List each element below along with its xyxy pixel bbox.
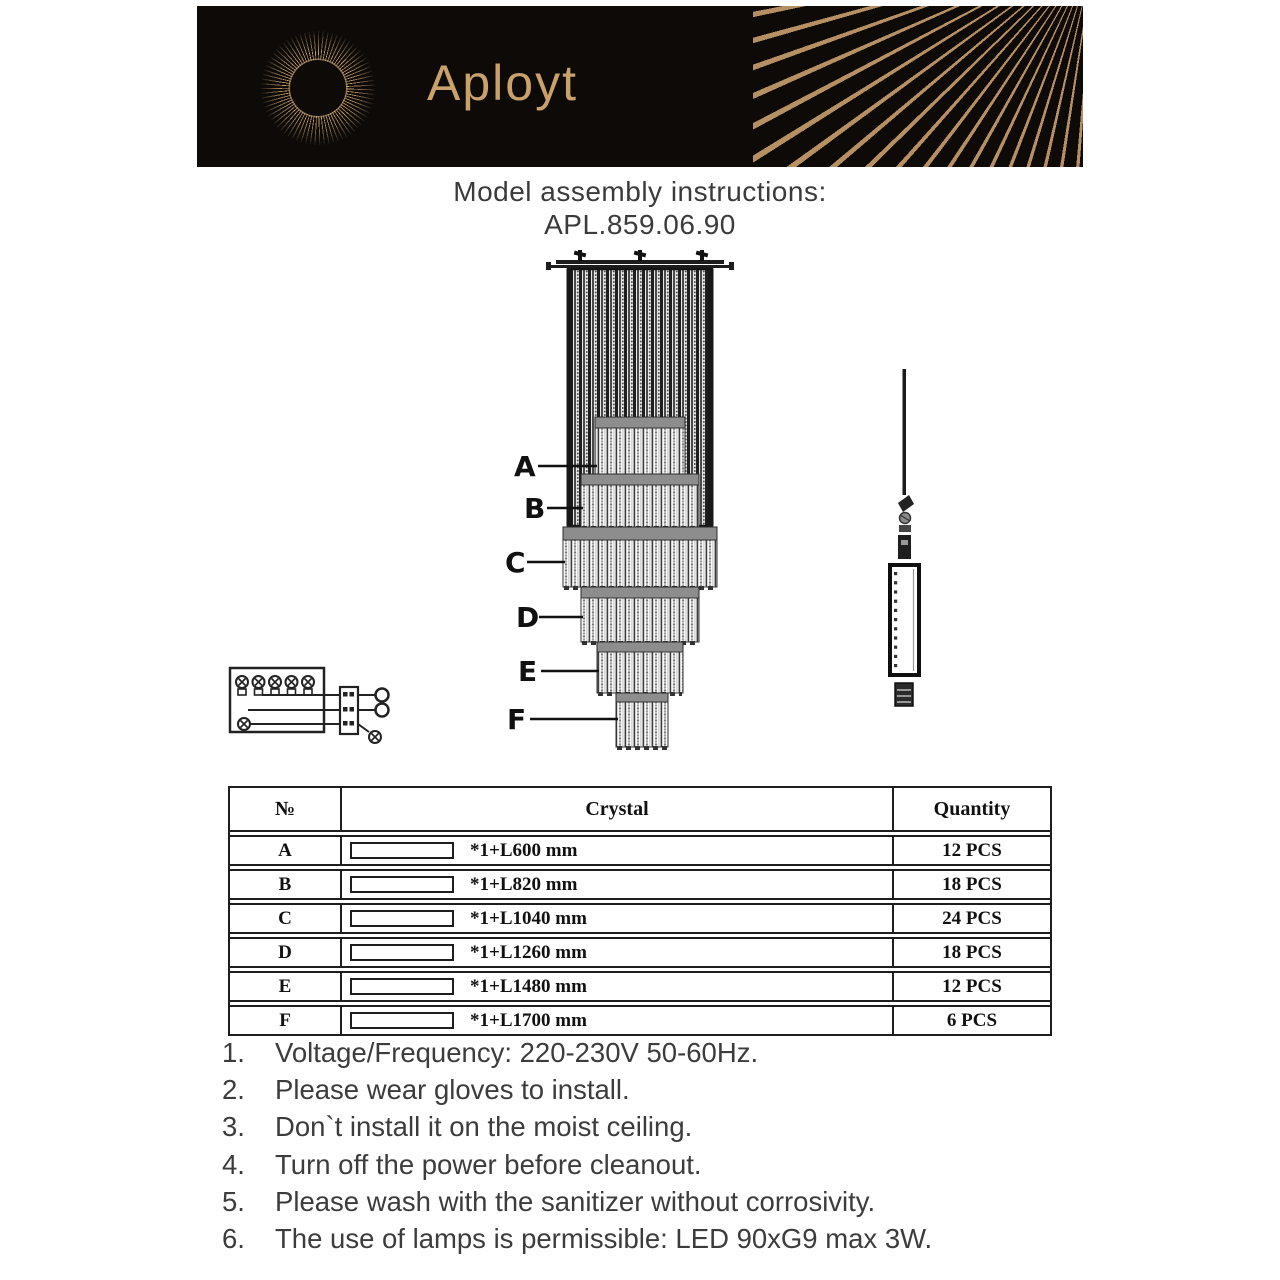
- canopy-bolt-icon: [574, 250, 587, 261]
- tier-f: [616, 693, 668, 748]
- wiring-diagram: [218, 655, 408, 767]
- tier-e: [597, 642, 683, 694]
- table-header-row: [230, 788, 1050, 832]
- instruction-line: [222, 1146, 1102, 1183]
- tier-d: [581, 587, 699, 643]
- row-quantity: 12 PCS: [942, 975, 1002, 997]
- table-row: [230, 1005, 1050, 1034]
- terminal-block: [340, 687, 358, 734]
- instruction-line: [222, 1108, 1102, 1145]
- instruction-line: [222, 1220, 1102, 1257]
- crystal-prism: [890, 565, 919, 675]
- tier-a: [595, 417, 685, 481]
- terminal-screws: [236, 676, 314, 695]
- row-letter: D: [230, 939, 342, 966]
- crystal-length: *1+L1480 mm: [470, 975, 587, 997]
- crystal-length: *1+L1260 mm: [470, 941, 587, 963]
- end-cap: [895, 683, 913, 706]
- tier-label-f: F: [507, 703, 527, 736]
- instruction-text: Voltage/Frequency: 220-230V 50-60Hz.: [275, 1037, 759, 1068]
- tier-b: [581, 474, 699, 528]
- tier-label-c: C: [505, 546, 526, 579]
- hanging-rod: [903, 369, 907, 495]
- row-letter: C: [230, 905, 342, 932]
- row-crystal: [342, 871, 894, 898]
- header-num: №: [230, 788, 342, 830]
- crystal-length: *1+L1040 mm: [470, 907, 587, 929]
- crystal-length: *1+L600 mm: [470, 839, 578, 861]
- crystal-strand-detail: [878, 363, 930, 715]
- instruction-line: [222, 1183, 1102, 1220]
- table-row: [230, 937, 1050, 968]
- logo-center-circle: [290, 60, 346, 116]
- starburst-logo-icon: [261, 31, 375, 145]
- instructions-list: [222, 1034, 1102, 1257]
- instruction-text: The use of lamps is permissible: LED 90xG9 max 3W.: [275, 1223, 933, 1255]
- crystal-bar-icon: [350, 1012, 454, 1029]
- row-crystal: [342, 939, 894, 966]
- crystal-bar-icon: [350, 842, 454, 859]
- row-letter: E: [230, 973, 342, 1000]
- instruction-text: Don`t install it on the moist ceiling.: [275, 1111, 693, 1143]
- parts-table: [228, 786, 1052, 1036]
- canopy-bolt-icon: [696, 250, 709, 261]
- instruction-text: Please wear gloves to install.: [275, 1074, 630, 1106]
- rays-decoration-icon: [753, 6, 1083, 167]
- connector-clip: [898, 495, 914, 559]
- wire-rings: [369, 689, 389, 744]
- brand-banner: [197, 6, 1083, 167]
- row-letter: A: [230, 837, 342, 864]
- row-letter: B: [230, 871, 342, 898]
- row-letter: F: [230, 1007, 342, 1034]
- crystal-length: *1+L820 mm: [470, 873, 578, 895]
- table-row: [230, 971, 1050, 1002]
- crystal-bar-icon: [350, 876, 454, 893]
- tier-label-e: E: [518, 655, 538, 688]
- tier-label-b: B: [524, 492, 546, 525]
- instruction-number: 2.: [222, 1074, 245, 1106]
- model-number: APL.859.06.90: [544, 209, 736, 240]
- row-crystal: [342, 837, 894, 864]
- instruction-number: 1.: [222, 1037, 245, 1068]
- row-quantity: 12 PCS: [942, 839, 1002, 861]
- header-quantity: Quantity: [933, 797, 1011, 820]
- tier-label-a: A: [514, 450, 536, 483]
- row-crystal: [342, 973, 894, 1000]
- crystal-bar-icon: [350, 944, 454, 961]
- crystal-length: *1+L1700 mm: [470, 1009, 587, 1031]
- crystal-bar-icon: [350, 978, 454, 995]
- page-title: Model assembly instructions:: [453, 176, 827, 207]
- instruction-text: Turn off the power before cleanout.: [275, 1148, 702, 1180]
- instruction-line: [222, 1071, 1102, 1108]
- table-row: [230, 903, 1050, 934]
- instruction-number: 4.: [222, 1148, 245, 1180]
- tier-c: [563, 527, 717, 588]
- instruction-line: [222, 1034, 1102, 1071]
- canopy-bolt-icon: [634, 250, 647, 261]
- header-crystal: Crystal: [342, 788, 894, 830]
- row-quantity: 18 PCS: [942, 873, 1002, 895]
- row-quantity: 24 PCS: [942, 907, 1002, 929]
- chandelier-diagram: [480, 245, 800, 760]
- ground-screw: [238, 718, 250, 730]
- tier-label-d: D: [516, 601, 540, 634]
- row-quantity: 18 PCS: [942, 941, 1002, 963]
- row-crystal: [342, 1007, 894, 1034]
- brand-name: Aployt: [427, 55, 578, 111]
- row-crystal: [342, 905, 894, 932]
- crystal-bar-icon: [350, 910, 454, 927]
- instruction-number: 3.: [222, 1111, 245, 1143]
- instruction-text: Please wash with the sanitizer without corrosivity.: [275, 1185, 876, 1217]
- instruction-number: 6.: [222, 1223, 245, 1255]
- row-quantity: 6 PCS: [946, 1009, 998, 1031]
- table-row: [230, 835, 1050, 866]
- instruction-number: 5.: [222, 1185, 245, 1217]
- table-row: [230, 869, 1050, 900]
